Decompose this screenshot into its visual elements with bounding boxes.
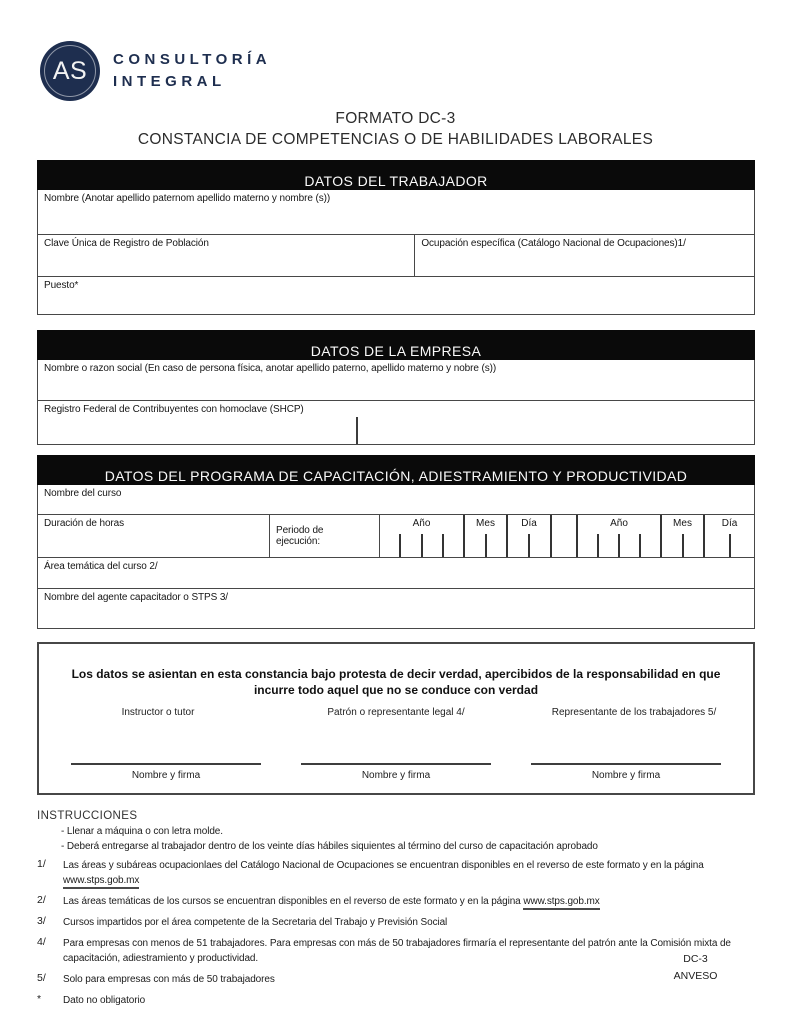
signature-caption: Nombre y firma [591,770,661,782]
footnote-5 [37,972,759,987]
period-date-strip [380,515,754,557]
date-group-month-end [662,515,705,557]
signature-block-employer [281,763,511,781]
footnote-3 [37,915,759,930]
section-company [37,330,755,445]
footnote-text-main: Solo para empresas con más de 50 trabajadores [63,974,275,985]
footnote-text-main: Las áreas temáticas de los cursos se encuentran disponibles en el reverso de este formato y en la página [63,896,524,907]
logo-wordmark-line2: INTEGRAL [113,73,226,90]
form-title-line1: FORMATO DC-3 [335,110,456,127]
date-group-year-start [380,515,465,557]
footnote-marker: 2/ [37,894,46,906]
signature-line [531,763,721,765]
digit-cell [620,534,641,557]
year-digit-cells [578,534,660,557]
section-worker [37,160,755,315]
field-occupation [415,235,754,276]
instruction-bullet: - Deberá entregarse al trabajador dentro de los veinte días hábiles siquientes al término del curso de capacitación aprobado [61,841,598,852]
month-label: Mes [673,518,692,529]
footnote-marker: 1/ [37,858,46,870]
field-duration-label: Duración de horas [44,518,125,529]
footnote-marker: 5/ [37,972,46,984]
section-program [37,455,755,629]
rfc-divider-line [356,417,358,444]
logo-wordmark-line1: CONSULTORÍA [113,50,272,68]
footnote-text-main: Cursos impartidos por el área competente de la Secretaria del Trabajo y Previsión Social [63,917,448,928]
month-digit-cells [465,534,506,557]
signature-area [39,763,753,781]
footnote-1 [37,858,759,888]
signature-block-instructor [51,763,281,781]
footnote-4 [37,936,759,966]
year-label: Año [610,518,628,529]
day-label: Día [721,518,738,529]
footnote-text-main: Las áreas y subáreas ocupacionlaes del Catálogo Nacional de Ocupaciones se encuentran disponibles en el reverso de este formato y en la página [63,860,704,871]
field-training-agent [37,589,755,629]
field-position-label: Puesto* [44,280,79,291]
digit-cell [423,534,444,557]
year-label: Año [412,518,431,529]
form-title-line2: CONSTANCIA DE COMPETENCIAS O DE HABILIDADES LABORALES [137,131,654,148]
footnote-marker: 3/ [37,915,46,927]
footnote-asterisk [37,993,759,1008]
month-digit-cells [662,534,703,557]
digit-cell [662,534,684,557]
date-strip-spacer [552,515,578,557]
day-digit-cells [705,534,754,557]
footnote-text-main: Para empresas con menos de 51 trabajadores. Para empresas con más de 50 trabajadores firmaría el representante del patrón ante la Comisión mixta de capacitación, adiestramiento y productividad. [63,938,731,964]
signer-labels-row [39,707,753,718]
footnote-marker: * [37,993,42,1005]
date-group-day-end [705,515,754,557]
digit-cell [508,534,530,557]
field-curp [38,235,415,276]
field-course-name-label: Nombre del curso [44,488,122,499]
section-program-header: DATOS DEL PROGRAMA DE CAPACITACIÓN, ADIESTRAMIENTO Y PRODUCTIVIDAD [37,455,755,485]
day-digit-cells [508,534,550,557]
footnote-text [63,858,759,888]
footnote-text-main: Dato no obligatorio [63,995,146,1006]
instructions-title: INSTRUCCIONES [37,810,138,822]
form-title [0,110,791,149]
document-reference-side: ANVESO [673,970,718,983]
signature-caption: Nombre y firma [361,770,431,782]
footnote-url: www.stps.gob.mx [523,896,599,910]
instruction-bullet: - Llenar a máquina o con letra molde. [61,826,223,837]
field-course-area-label: Área temática del curso 2/ [44,561,158,572]
digit-cell [465,534,487,557]
document-reference [653,951,738,986]
date-group-day-start [508,515,552,557]
signature-block-workers-rep [511,763,741,781]
month-label: Mes [476,518,495,529]
date-group-year-end [578,515,662,557]
footnote-text [63,894,759,909]
field-rfc-label: Registro Federal de Contribuyentes con homoclave (SHCP) [44,404,304,415]
footnote-marker: 4/ [37,936,46,948]
signature-line [71,763,261,765]
field-company-name-label: Nombre o razon social (En caso de persona física, anotar apellido paterno, apellido materno y nobre (s)) [44,363,497,374]
signature-caption: Nombre y firma [131,770,201,782]
instructions-section [37,810,759,1008]
digit-cell [731,534,755,557]
signer-label-workers-rep: Representante de los trabajadores 5/ [551,707,717,719]
field-worker-name-label: Nombre (Anotar apellido paternom apellido materno y nombre (s)) [44,193,331,204]
logo-circle-icon [40,41,100,101]
footnote-2 [37,894,759,909]
signer-label-employer: Patrón o representante legal 4/ [327,707,465,719]
day-label: Día [521,518,537,529]
field-occupation-label: Ocupación específica (Catálogo Nacional de Ocupaciones)1/ [421,238,686,249]
document-reference-code: DC-3 [683,953,708,965]
digit-cell [684,534,704,557]
logo-wordmark [113,49,271,94]
field-period-label: Periodo de ejecución: [276,525,324,547]
digit-cell [530,534,550,557]
company-logo [40,41,271,101]
field-company-name [37,360,755,401]
declaration-box [37,642,755,795]
footnote-text [63,915,759,930]
digit-cell [705,534,731,557]
footnote-text [63,993,759,1008]
footnote-url: www.stps.gob.mx [63,875,139,889]
field-period [270,515,380,557]
field-course-name [37,485,755,515]
signature-line [301,763,491,765]
row-curp-occupation [37,235,755,277]
section-company-header: DATOS DE LA EMPRESA [37,330,755,360]
digit-cell [487,534,507,557]
signer-label-instructor: Instructor o tutor [121,707,195,719]
row-duration-period [37,515,755,558]
digit-cell [401,534,422,557]
field-curp-label: Clave Única de Registro de Población [44,238,209,249]
year-digit-cells [380,534,463,557]
digit-cell [380,534,401,557]
digit-cell [641,534,660,557]
digit-cell [599,534,620,557]
field-course-area [37,558,755,589]
logo-monogram: AS [52,56,88,85]
field-training-agent-label: Nombre del agente capacitador o STPS 3/ [44,592,228,603]
section-worker-header: DATOS DEL TRABAJADOR [37,160,755,190]
digit-cell [444,534,463,557]
field-duration [38,515,270,557]
digit-cell [578,534,599,557]
field-rfc [37,401,755,445]
declaration-statement: Los datos se asientan en esta constancia bajo protesta de decir verdad, apercibidos de la responsabilidad en que incurre todo aquel que no se conduce con verdad [71,667,721,697]
field-worker-name [37,190,755,235]
field-position [37,277,755,315]
date-group-month-start [465,515,508,557]
